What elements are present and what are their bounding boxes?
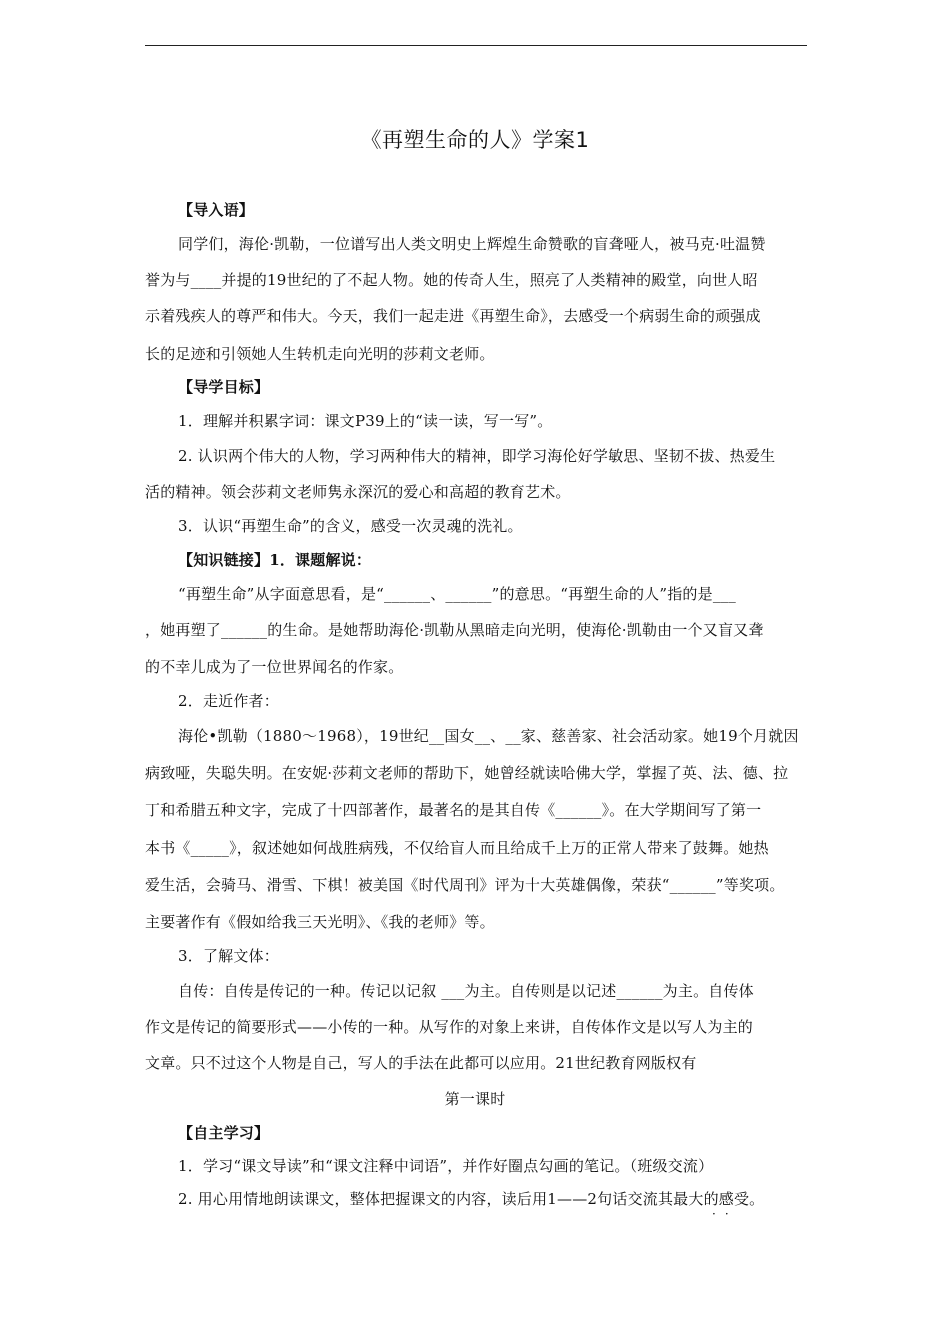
text-line: 病致哑，失聪失明。在安妮·莎莉文老师的帮助下，她曾经就读哈佛大学，掌握了英、法、德、拉 [145,764,789,782]
section-heading-self-study: 【自主学习】 [178,1124,270,1142]
text-line: 誉为与____并提的19世纪的了不起人物。她的传奇人生，照亮了人类精神的殿堂，向世人昭 [145,271,758,289]
section-heading-intro: 【导入语】 [178,201,255,219]
section-heading-goals: 【导学目标】 [178,378,270,396]
text-line: 3．认识“再塑生命”的含义，感受一次灵魂的洗礼。 [178,517,523,535]
text-line: 长的足迹和引领她人生转机走向光明的莎莉文老师。 [145,345,495,363]
text-line: 示着残疾人的尊严和伟大。今天，我们一起走进《再塑生命》，去感受一个病弱生命的顽强成 [145,307,761,325]
section-heading-knowledge: 【知识链接】1．课题解说： [178,551,372,569]
text-line: ，她再塑了______的生命。是她帮助海伦·凯勒从黑暗走向光明，使海伦·凯勒由一个又盲又聋 [145,621,764,639]
text-line: 的不幸儿成为了一位世界闻名的作家。 [145,658,404,676]
text-line: 丁和希腊五种文字，完成了十四部著作，最著名的是其自传《______》。在大学期间写了第一 [145,801,762,819]
text-line: 2. 认识两个伟大的人物，学习两种伟大的精神，即学习海伦好学敏思、坚韧不拔、热爱生 [178,447,776,465]
text-line: 自传：自传是传记的一种。传记以记叙 ___为主。自传则是以记述______为主。自传体 [178,982,754,1000]
text-line: 文章。只不过这个人物是自己，写人的手法在此都可以应用。21世纪教育网版权有 [145,1054,697,1072]
text-line: 爱生活，会骑马、滑雪、下棋！被美国《时代周刊》评为十大英雄偶像，荣获“______”等奖项。 [145,876,785,894]
text-line: 1．学习“课文导读”和“课文注释中词语”，并作好圈点勾画的笔记。（班级交流） [178,1157,714,1175]
text-line: 海伦•凯勒（1880～1968），19世纪__国女__、__家、慈善家、社会活动家。她19个月就因 [178,727,799,745]
text-line: 作文是传记的简要形式——小传的一种。从写作的对象上来讲，自传体作文是以写人为主的 [145,1018,754,1036]
text-line: 本书《_____》，叙述她如何战胜病残，不仅给盲人而且给成千上万的正常人带来了鼓舞。她热 [145,839,769,857]
text-line: 2. 用心用情地朗读课文，整体把握课文的内容，读后用1——2句话交流其最大的感受。 [178,1190,765,1208]
page-title: 《再塑生命的人》学案1 [360,128,590,152]
emphasis-dots: ·· [712,1207,738,1221]
text-line: 2．走近作者： [178,692,279,710]
text-line: 主要著作有《假如给我三天光明》、《我的老师》等。 [145,913,495,931]
header-rule [145,45,807,46]
text-line: 1．理解并积累字词：课文P39上的“读一读，写一写”。 [178,412,553,430]
text-line: 3．了解文体： [178,947,279,965]
text-line: 活的精神。领会莎莉文老师隽永深沉的爱心和高超的教育艺术。 [145,483,571,501]
lesson-heading: 第一课时 [444,1090,506,1108]
text-line: 同学们，海伦·凯勒，一位谱写出人类文明史上辉煌生命赞歌的盲聋哑人，被马克·吐温赞 [178,235,766,253]
text-line: “再塑生命”从字面意思看，是“______、______”的意思。“再塑生命的人”指的是___ [178,585,736,603]
